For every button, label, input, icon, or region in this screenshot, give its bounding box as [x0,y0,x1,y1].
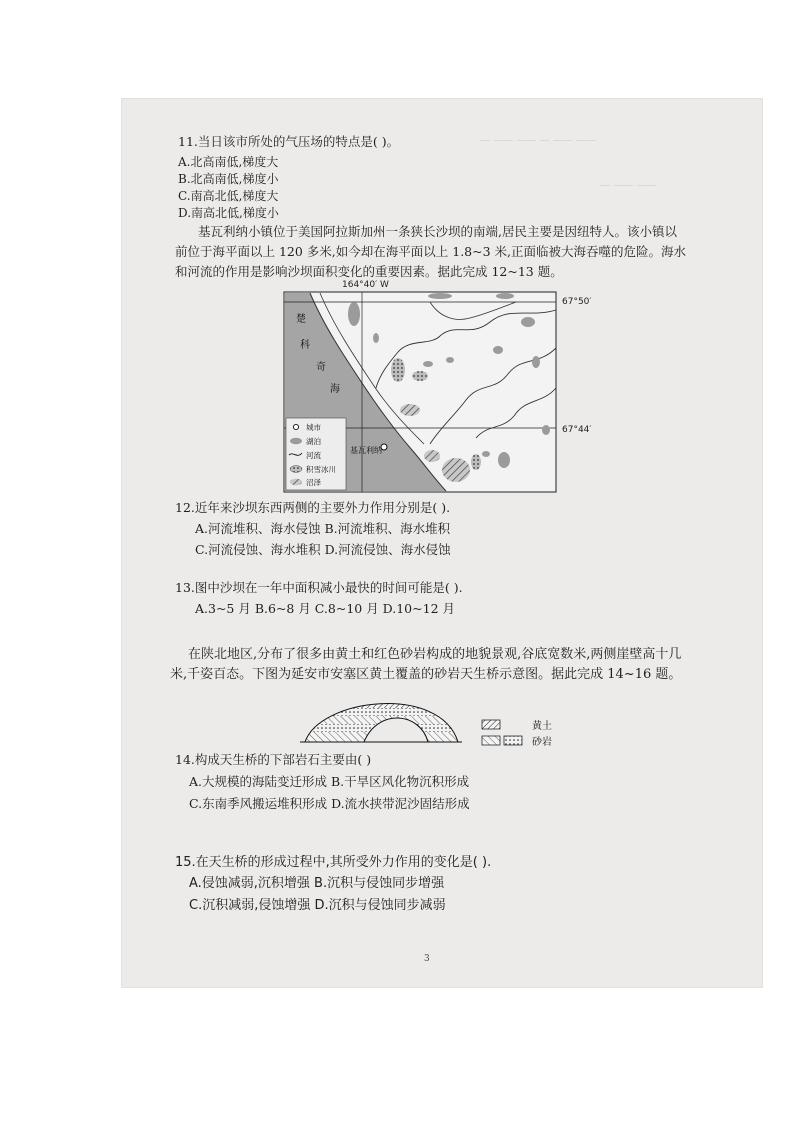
lake [482,451,490,457]
loess-top-layer [300,690,470,708]
q11-option-d: D.南高北低,梯度小 [178,206,279,220]
bleed-through-mark: — —— —— [600,180,657,191]
swamp-patch [442,458,470,482]
q15-stem: 15.在天生桥的形成过程中,其所受外力作用的变化是( ). [175,855,492,870]
lake [498,452,510,468]
glacier-patch [412,371,428,381]
passage-1-line-3: 和河流的作用是影响沙坝面积变化的重要因素。据此完成 12~13 题。 [175,264,563,279]
legend-lake-icon [290,438,302,444]
legend-loess-swatch [482,720,500,729]
q15-options-ab: A.侵蚀减弱,沉积增强 B.沉积与侵蚀同步增强 [189,876,445,891]
legend-sandstone-swatch-2 [504,736,522,745]
legend-swamp-label: 沼泽 [306,478,321,487]
q11-option-b: B.北高南低,梯度小 [178,172,279,186]
q13-options: A.3~5 月 B.6~8 月 C.8~10 月 D.10~12 月 [195,601,455,616]
sea-label-3: 奇 [316,362,326,373]
legend-sandstone-swatch-1 [482,736,500,745]
q14-options-cd: C.东南季风搬运堆积形成 D.流水挟带泥沙固结形成 [189,796,470,811]
latitude-label-top: 67°50′ [562,297,592,307]
kivalina-label: 基瓦利纳 [350,446,382,455]
lake [542,425,550,435]
natural-bridge-diagram [300,690,600,760]
page-number: 3 [424,954,430,964]
legend-swamp-icon [290,479,302,486]
lake [446,357,454,363]
lake [428,293,452,299]
q11-option-a: A.北高南低,梯度大 [178,155,279,169]
legend-city-label: 城市 [306,423,321,432]
sea-label-2: 科 [300,340,310,351]
bleed-through-mark: — —— —— — —— —— [480,135,596,146]
legend-loess-label: 黄土 [532,721,552,732]
glacier-patch [391,358,405,382]
longitude-label: 164°40′ W [342,280,389,290]
legend-city-icon [293,424,298,429]
q14-options-ab: A.大规模的海陆变迁形成 B.干旱区风化物沉积形成 [189,774,470,789]
sandstone-layer [300,732,470,742]
passage-1-line-2: 前位于海平面以上 120 多米,如今却在海平面以上 1.8~3 米,正面临被大海吞噬的危险。海水 [175,244,687,259]
passage-2-line-2: 米,千姿百态。下图为延安市安塞区黄土覆盖的砂岩天生桥示意图。据此完成 14~16 题。 [170,667,682,682]
legend-lake-label: 湖泊 [306,437,321,446]
lake [423,361,433,367]
q14-stem: 14.构成天生桥的下部岩石主要由( ) [175,752,372,767]
lake [373,333,379,343]
q12-options-cd: C.河流侵蚀、海水堆积 D.河流侵蚀、海水侵蚀 [195,542,451,557]
lake [493,346,503,354]
sandstone-layer [300,708,470,716]
q13-stem: 13.图中沙坝在一年中面积减小最快的时间可能是( ). [175,580,463,595]
q12-options-ab: A.河流堆积、海水侵蚀 B.河流堆积、海水堆积 [195,521,451,536]
q11-option-c: C.南高北低,梯度大 [178,189,279,203]
passage-2-line-1: 在陕北地区,分布了很多由黄土和红色砂岩构成的地貌景观,谷底宽数米,两侧崖壁高十几 [188,647,682,662]
swamp-patch [424,450,440,462]
sea-label-4: 海 [330,384,340,395]
latitude-label-bottom: 67°44′ [562,425,592,435]
swamp-patch [400,404,420,416]
lake [521,317,535,327]
glacier-patch [471,454,481,470]
passage-1-line-1: 基瓦利纳小镇位于美国阿拉斯加州一条狭长沙坝的南端,居民主要是因纽特人。该小镇以 [198,224,677,239]
sea-label-1: 楚 [296,314,306,325]
legend-glacier-label: 积雪冰川 [306,465,336,474]
legend-sandstone-label: 砂岩 [532,737,552,748]
q15-options-cd: C.沉积减弱,侵蚀增强 D.沉积与侵蚀同步减弱 [189,898,446,913]
lake [348,302,360,326]
legend-river-label: 河流 [306,451,321,460]
q12-stem: 12.近年来沙坝东西两侧的主要外力作用分别是( ). [175,500,451,515]
legend-glacier-icon [290,466,302,473]
q11-stem: 11.当日该市所处的气压场的特点是( )。 [178,134,400,149]
kivalina-map [280,278,620,498]
lake [532,356,540,368]
sandstone-layer [300,724,470,732]
lake [496,293,514,299]
